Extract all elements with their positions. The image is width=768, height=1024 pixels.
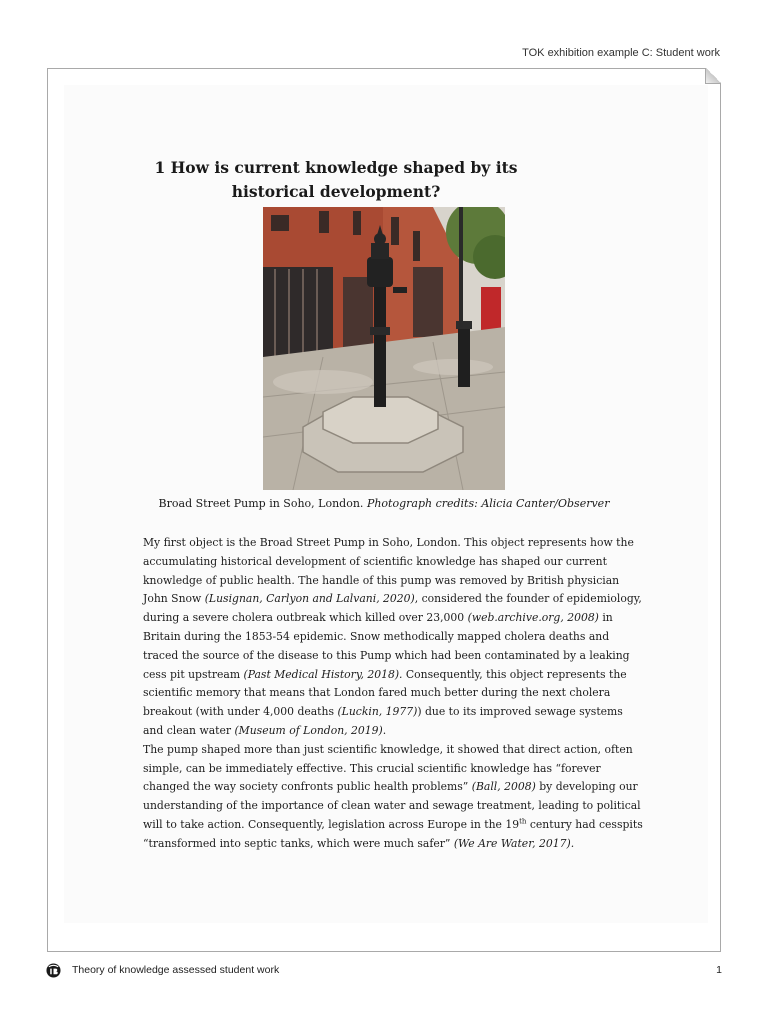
body-text [143,534,643,854]
photo-caption [100,497,668,510]
folded-corner-icon [705,68,721,84]
header-label: TOK exhibition example C: Student work [522,47,720,59]
footer-title: Theory of knowledge assessed student work [72,964,280,976]
caption-credit: Photograph credits: Alicia Canter/Observer [366,497,610,510]
paragraph-1: My first object is the Broad Street Pump in Soho, London. This object represents how the accumulating historical development of scientific knowledge has shaped our current knowledge of public health. The handle of this pump was removed by British physician John Snow (Lusignan, Carlyon and Lalvani, 2020), considered the founder of epidemiology, during a severe cholera outbreak which killed over 23,000 (web.archive.org, 2008) in Britain during the 1853-54 epidemic. Snow methodically mapped cholera deaths and traced the source of the disease to this Pump which had been contaminated by a leaking cess pit upstream (Past Medical History, 2018). Consequently, this object represents the scientific memory that means that London fared much better during the next cholera breakout (with under 4,000 deaths (Luckin, 1977)) due to its improved sewage systems and clean water (Museum of London, 2019). [143,536,642,737]
broad-street-pump-photo [263,207,505,490]
paragraph-2: The pump shaped more than just scientific knowledge, it showed that direct action, often simple, can be immediately effective. This crucial scientific knowledge has “forever changed the way society confronts public health problems” (Ball, 2008) by developing our understanding of the importance of clean water and sewage treatment, leading to political will to take action. Consequently, legislation across Europe in the 19th century had cesspits “transformed into septic tanks, which were much safer” (We Are Water, 2017). [143,742,643,850]
page-number: 1 [716,964,722,976]
caption-main: Broad Street Pump in Soho, London. [158,497,364,510]
ib-logo-icon [46,963,61,978]
footer [46,963,722,979]
page-title: 1 How is current knowledge shaped by its historical development? [154,158,518,201]
